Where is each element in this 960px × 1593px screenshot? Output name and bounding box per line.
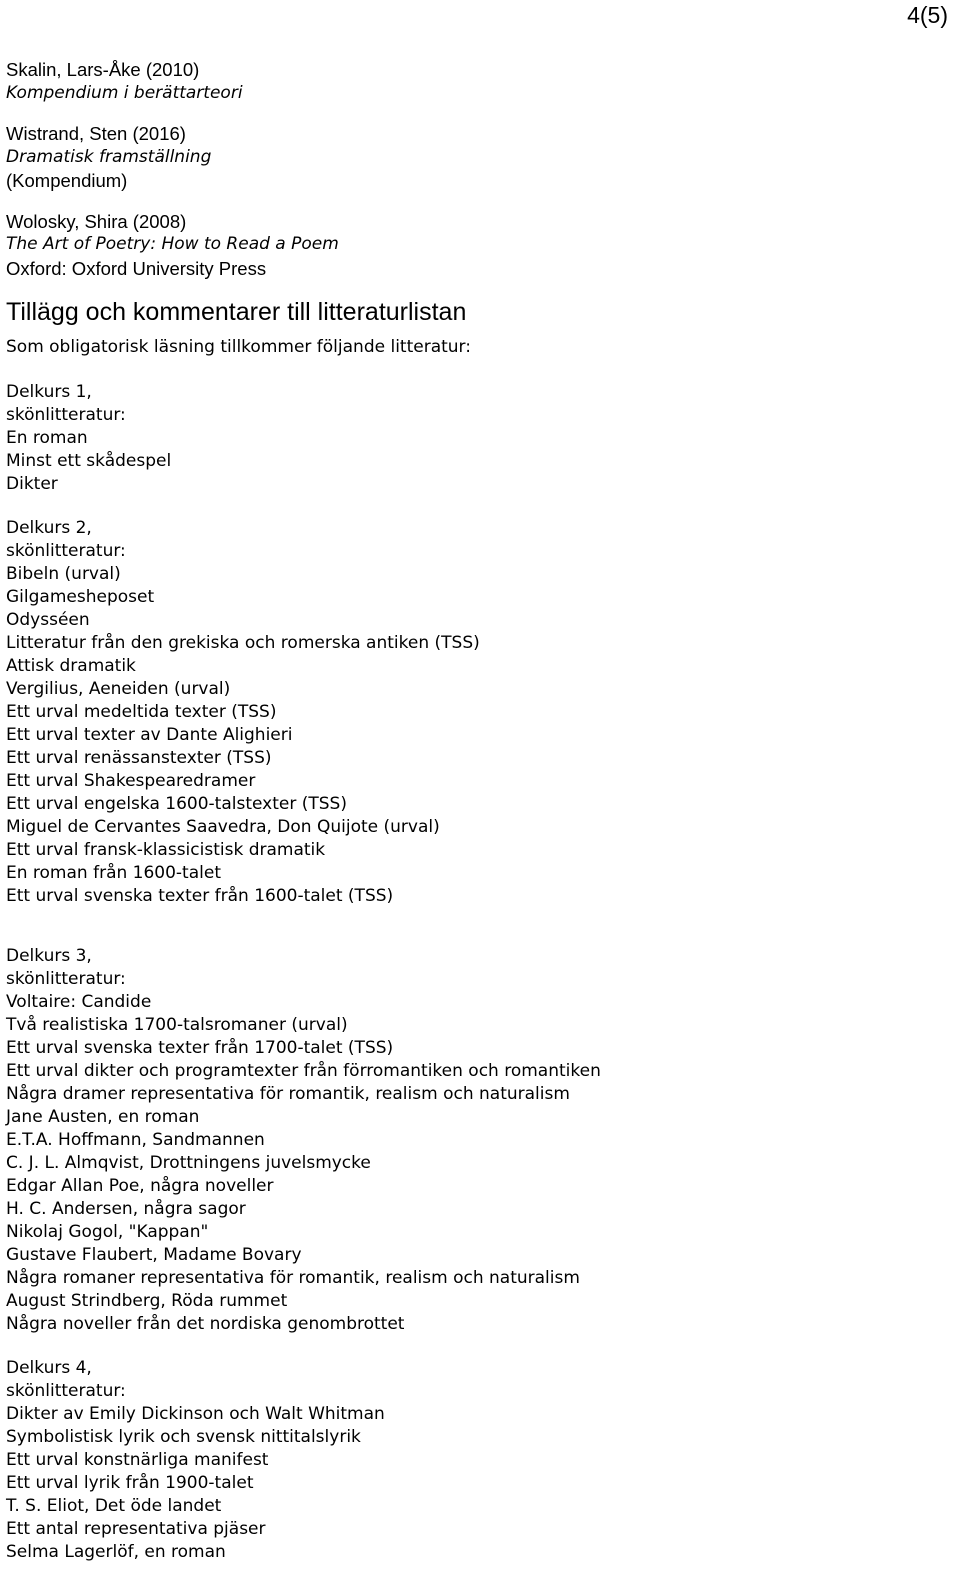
list-item: Nikolaj Gogol, "Kappan" (6, 1221, 209, 1242)
reference-author: Wistrand, Sten (2016) (6, 123, 186, 144)
reference-note: (Kompendium) (6, 170, 128, 191)
list-item: Minst ett skådespel (6, 450, 172, 471)
list-item: Vergilius, Aeneiden (urval) (6, 678, 231, 699)
list-item: Ett urval konstnärliga manifest (6, 1449, 269, 1470)
document-body (6, 58, 946, 1585)
reference-publisher: Oxford: Oxford University Press (6, 257, 267, 279)
page-number: 4(5) (907, 2, 948, 28)
reference-title: The Art of Poetry: How to Read a Poem (6, 234, 339, 254)
list-item: Ett urval fransk-klassicistisk dramatik (6, 839, 326, 860)
list-item: En roman (6, 427, 88, 448)
list-item: En roman från 1600-talet (6, 862, 221, 883)
reference-wolosky (6, 210, 946, 281)
section-subtitle: skönlitteratur: (6, 1380, 126, 1401)
reference-skalin (6, 58, 946, 105)
reference-title: Dramatisk framställning (6, 146, 212, 167)
list-item: Odysséen (6, 609, 90, 630)
list-item: August Strindberg, Röda rummet (6, 1290, 288, 1311)
list-item: Bibeln (urval) (6, 563, 121, 584)
list-item: Ett urval svenska texter från 1700-talet (TSS) (6, 1037, 394, 1058)
list-item: Miguel de Cervantes Saavedra, Don Quijote (urval) (6, 816, 440, 837)
section-title: Delkurs 2, (6, 517, 92, 538)
list-item: Ett antal representativa pjäser (6, 1518, 266, 1539)
list-item: C. J. L. Almqvist, Drottningens juvelsmycke (6, 1152, 371, 1173)
list-item: Selma Lagerlöf, en roman (6, 1541, 226, 1562)
section-subtitle: skönlitteratur: (6, 404, 126, 425)
section-title: Delkurs 1, (6, 381, 92, 402)
list-item: E.T.A. Hoffmann, Sandmannen (6, 1129, 265, 1150)
list-item: Ett urval lyrik från 1900-talet (6, 1472, 254, 1493)
reference-author: Skalin, Lars-Åke (2010) (6, 59, 200, 80)
list-item: Gustave Flaubert, Madame Bovary (6, 1244, 302, 1265)
list-item: Några noveller från det nordiska genombrottet (6, 1313, 405, 1334)
list-item: Två realistiska 1700-talsromaner (urval) (6, 1014, 348, 1035)
list-item: Ett urval Shakespearedramer (6, 770, 256, 791)
section-delkurs-1 (6, 381, 946, 496)
list-item: Ett urval engelska 1600-talstexter (TSS) (6, 793, 347, 814)
list-item: H. C. Andersen, några sagor (6, 1198, 246, 1219)
reading-list (6, 427, 946, 496)
section-subtitle: skönlitteratur: (6, 540, 126, 561)
list-item: Dikter (6, 473, 58, 494)
list-item: Voltaire: Candide (6, 991, 152, 1012)
section-delkurs-3 (6, 945, 946, 1336)
list-item: Ett urval medeltida texter (TSS) (6, 701, 277, 722)
reference-title: Kompendium i berättarteori (6, 82, 243, 103)
reference-wistrand (6, 122, 946, 193)
section-delkurs-4 (6, 1357, 946, 1564)
list-item: Litteratur från den grekiska och romerska antiken (TSS) (6, 632, 480, 653)
reading-list (6, 991, 946, 1336)
section-title: Delkurs 3, (6, 945, 92, 966)
list-item: Dikter av Emily Dickinson och Walt Whitman (6, 1403, 385, 1424)
list-item: Symbolistisk lyrik och svensk nittitalslyrik (6, 1426, 361, 1447)
section-title: Delkurs 4, (6, 1357, 92, 1378)
list-item: Jane Austen, en roman (6, 1106, 200, 1127)
list-item: Ett urval texter av Dante Alighieri (6, 724, 293, 745)
reading-list (6, 563, 946, 908)
list-item: Edgar Allan Poe, några noveller (6, 1175, 274, 1196)
reference-author: Wolosky, Shira (2008) (6, 210, 187, 232)
section-heading: Tillägg och kommentarer till litteraturlistan (6, 298, 467, 326)
list-item: Några dramer representativa för romantik, realism och naturalism (6, 1083, 570, 1104)
reading-list (6, 1403, 946, 1564)
list-item: Några romaner representativa för romantik, realism och naturalism (6, 1267, 580, 1288)
list-item: T. S. Eliot, Det öde landet (6, 1495, 222, 1516)
list-item: Gilgamesheposet (6, 586, 155, 607)
list-item: Ett urval renässanstexter (TSS) (6, 747, 272, 768)
section-subtitle: skönlitteratur: (6, 968, 126, 989)
section-delkurs-2 (6, 517, 946, 908)
list-item: Attisk dramatik (6, 655, 136, 676)
intro-text: Som obligatorisk läsning tillkommer följande litteratur: (6, 337, 471, 357)
list-item: Ett urval dikter och programtexter från förromantiken och romantiken (6, 1060, 601, 1081)
list-item: Ett urval svenska texter från 1600-talet (TSS) (6, 885, 394, 906)
